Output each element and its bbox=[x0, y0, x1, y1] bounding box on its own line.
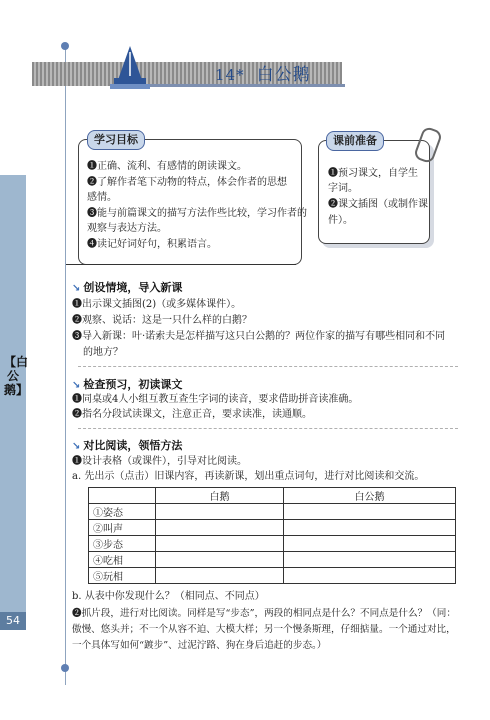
preparation-tag: 课前准备 bbox=[326, 131, 384, 151]
rule-dot-bottom bbox=[61, 664, 69, 672]
table-cell bbox=[156, 504, 284, 520]
prep-item: ❷课文插图（或制作课 bbox=[328, 199, 428, 210]
section-line: ❸导入新课：叶·诺索夫是怎样描写这只白公鹅的？两位作家的描写有哪些相同和不同 bbox=[72, 331, 446, 342]
section-heading: ↘ 创设情境，导入新课 bbox=[72, 281, 183, 294]
row-label: ④吃相 bbox=[89, 552, 156, 568]
table-cell bbox=[156, 552, 284, 568]
table-header-cell bbox=[89, 488, 156, 504]
table-header-cell: 白鹅 bbox=[156, 488, 284, 504]
prep-item: ❶预习课文，自学生 bbox=[328, 168, 418, 179]
section-line: a. 先出示（点击）旧课内容，再读新课，划出重点词句，进行对比阅读和交流。 bbox=[72, 471, 425, 482]
section-line: b. 从表中你发现什么？（相同点、不同点） bbox=[72, 591, 265, 602]
goal-item: ❷了解作者笔下动物的特点，体会作者的思想 bbox=[87, 177, 287, 188]
row-label: ②叫声 bbox=[89, 520, 156, 536]
dashed-separator bbox=[78, 428, 458, 429]
arrow-marker-icon: ↘ bbox=[72, 441, 81, 452]
lesson-title: 白公鹅 bbox=[256, 65, 311, 85]
lesson-number: 14* bbox=[215, 66, 245, 84]
rule-dot-top bbox=[61, 42, 69, 50]
page-title bbox=[215, 60, 311, 85]
section-line: ❷指名分段试读课文，注意正音，要求读准，读通顺。 bbox=[72, 409, 312, 420]
section-divider bbox=[66, 264, 296, 265]
arrow-marker-icon: ↘ bbox=[72, 380, 81, 391]
row-label: ③步态 bbox=[89, 536, 156, 552]
table-row bbox=[89, 504, 456, 520]
section-line: 一个具体写如何“踱步”、过泥泞路、狗在身后追赶的步态。） bbox=[72, 640, 327, 651]
goal-item: ❶正确、流利、有感情的朗读课文。 bbox=[87, 161, 247, 172]
table-row bbox=[89, 552, 456, 568]
row-label: ⑤玩相 bbox=[89, 568, 156, 584]
table-header-row bbox=[89, 488, 456, 504]
goal-item: ❹读记好词好句，积累语言。 bbox=[87, 239, 217, 250]
table-cell bbox=[283, 536, 455, 552]
prep-item: 字词。 bbox=[328, 183, 358, 194]
section-line: 的地方？ bbox=[83, 347, 123, 358]
row-label: ①姿态 bbox=[89, 504, 156, 520]
table-row bbox=[89, 568, 456, 584]
logo-emblem-icon bbox=[100, 44, 160, 94]
section-line: ❶同桌或4人小组互教互查生字词的读音，要求借助拼音读准确。 bbox=[72, 394, 359, 405]
table-cell bbox=[283, 520, 455, 536]
table-cell bbox=[156, 520, 284, 536]
arrow-marker-icon: ↘ bbox=[72, 283, 81, 294]
section-line: ❶设计表格（或课件），引导对比阅读。 bbox=[72, 456, 247, 467]
learning-goals-tag: 学习目标 bbox=[87, 130, 145, 150]
dashed-separator bbox=[78, 366, 458, 367]
paperclip-icon bbox=[413, 126, 443, 165]
table-row bbox=[89, 520, 456, 536]
section-heading: ↘ 检查预习，初读课文 bbox=[72, 378, 183, 391]
section-line: ❷抓片段，进行对比阅读。同样是写“步态”，两段的相同点是什么？不同点是什么？（同： bbox=[72, 608, 456, 619]
table-cell bbox=[283, 552, 455, 568]
table-cell bbox=[156, 568, 284, 584]
prep-item: 件）。 bbox=[328, 215, 353, 226]
table-header-cell: 白公鹅 bbox=[283, 488, 455, 504]
section-heading: ↘ 对比阅读，领悟方法 bbox=[72, 439, 183, 452]
section-line: ❶出示课文插图(2)（或多媒体课件）。 bbox=[72, 299, 242, 310]
goal-item: 感情。 bbox=[87, 192, 117, 203]
table-cell bbox=[156, 536, 284, 552]
page-number: 54 bbox=[0, 612, 26, 630]
section-line: 傲慢、悠头并；不一个从容不迫、大模大样；另一个慢条斯理，仔细掂量。一个通过对比， bbox=[72, 624, 456, 635]
goal-item: ❸能与前篇课文的描写方法作些比较，学习作者的 bbox=[87, 208, 307, 219]
section-line: ❷观察、说话：这是一只什么样的白鹅？ bbox=[72, 315, 252, 326]
comparison-table bbox=[88, 487, 456, 584]
table-cell bbox=[283, 568, 455, 584]
table-cell bbox=[283, 504, 455, 520]
table-row bbox=[89, 536, 456, 552]
goal-item: 观察与表达方法。 bbox=[87, 223, 167, 234]
margin-rule bbox=[65, 45, 66, 685]
side-tab-label: 【白公鹅】 bbox=[4, 355, 29, 397]
